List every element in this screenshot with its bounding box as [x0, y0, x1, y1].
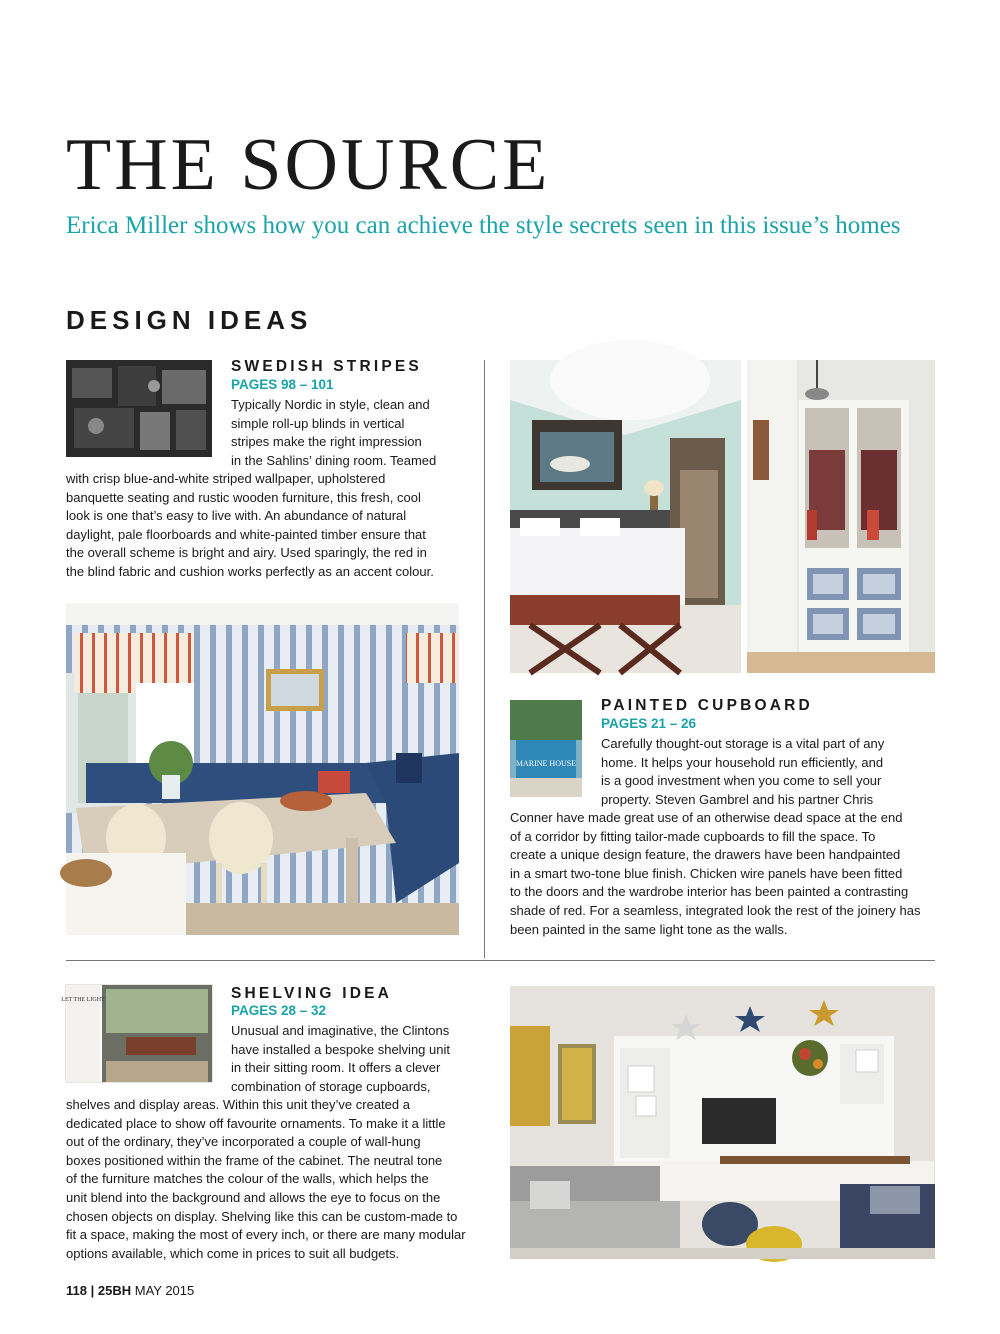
shelving-thumbnail-image: [61, 985, 212, 1082]
cupboard-photo: [747, 360, 935, 673]
cupboard-body-top: [601, 735, 884, 809]
living-room-photo: [510, 986, 935, 1259]
page-title: THE SOURCE: [66, 124, 551, 206]
text-line: is a good investment when you come to sell your: [601, 773, 882, 789]
shelving-body-bottom: [66, 1096, 466, 1263]
text-line: have installed a bespoke shelving unit: [231, 1041, 450, 1057]
text-line: been painted in the same light tone as the walls.: [510, 921, 788, 937]
swedish-title: SWEDISH STRIPES: [231, 358, 422, 375]
row-divider: [66, 960, 935, 961]
section-heading: DESIGN IDEAS: [66, 305, 313, 335]
text-line: dedicated place to show off favourite ornaments. To make it a little: [66, 1115, 446, 1131]
text-line: the blind fabric and cushion works perfectly as an accent colour.: [66, 563, 434, 579]
text-line: shelves and display areas. Within this unit they’ve created a: [66, 1097, 410, 1112]
text-line: the overall scheme is bright and airy. Used sparingly, the red in: [66, 545, 427, 561]
magazine-name: 25BH: [97, 1283, 132, 1298]
text-line: look is one that’s easy to live with. An abundance of natural: [66, 508, 407, 524]
text-line: with crisp blue-and-white striped wallpaper, upholstered: [66, 471, 386, 486]
text-line: shade of red. For a seamless, integrated look the rest of the joinery has: [510, 902, 921, 918]
text-line: daylight, pale floorboards and white-painted timber ensure that: [66, 526, 426, 542]
page-number: 118: [66, 1283, 87, 1298]
text-line: Conner have made great use of an otherwise dead space at the end: [510, 810, 903, 825]
text-line: in their sitting room. It offers a clever: [231, 1060, 441, 1076]
cupboard-book-thumbnail: [510, 700, 582, 797]
text-line: home. It helps your household run efficiently, and: [601, 754, 884, 770]
text-line: Unusual and imaginative, the Clintons: [231, 1023, 450, 1038]
text-line: property. Steven Gambrel and his partner Chris: [601, 791, 874, 807]
swedish-pages: PAGES 98 – 101: [231, 377, 334, 392]
swedish-body-top: [231, 396, 436, 470]
cupboard-title: PAINTED CUPBOARD: [601, 697, 813, 714]
text-line: stripes make the right impression: [231, 434, 422, 450]
text-line: Typically Nordic in style, clean and: [231, 397, 430, 412]
text-line: simple roll-up blinds in vertical: [231, 415, 405, 431]
text-line: of the furniture matches the colour of the walls, which helps the: [66, 1171, 429, 1187]
cupboard-pages: PAGES 21 – 26: [601, 716, 697, 731]
text-line: fit a space, making the most of every inch, or there are many modular: [66, 1227, 466, 1243]
column-divider: [484, 360, 485, 958]
text-line: Carefully thought-out storage is a vital part of any: [601, 736, 885, 751]
page-footer: 118 | 25BH MAY 2015: [66, 1283, 195, 1298]
cupboard-body-bottom: [510, 809, 920, 939]
shelving-pages: PAGES 28 – 32: [231, 1003, 327, 1018]
text-line: in the Sahlins’ dining room. Teamed: [231, 452, 437, 468]
text-line: of a corridor by fitting tailor-made cupboards to fill the space. To: [510, 828, 876, 844]
shelving-body-top: [231, 1022, 450, 1096]
text-line: out of the ordinary, they’ve incorporated a couple of wall-hung: [66, 1134, 421, 1150]
text-line: combination of storage cupboards,: [231, 1078, 431, 1094]
dining-room-photo: [66, 603, 459, 935]
text-line: in a smart two-tone blue finish. Chicken wire panels have been fitted: [510, 865, 903, 881]
thumb-headline: LET THE LIGHT: [61, 997, 105, 1003]
text-line: boxes positioned within the frame of the cabinet. The neutral tone: [66, 1152, 443, 1168]
text-line: create a unique design feature, the drawers have been handpainted: [510, 847, 901, 863]
text-line: options available, which come in prices to suit all budgets.: [66, 1245, 400, 1261]
page-subtitle: Erica Miller shows how you can achieve the style secrets seen in this issue’s homes: [66, 212, 901, 239]
book-cover-title: MARINE HOUSE: [515, 759, 577, 768]
text-line: chosen objects on display. Shelving like this can be custom-made to: [66, 1208, 458, 1224]
swedish-body-bottom: [66, 470, 434, 582]
swedish-thumbnail-image: [66, 360, 212, 457]
bedroom-photo: [510, 360, 741, 673]
text-line: unit blend into the background and allows the eye to focus on the: [66, 1189, 441, 1205]
shelving-title: SHELVING IDEA: [231, 985, 393, 1002]
text-line: to the doors and the wardrobe interior has been painted a contrasting: [510, 884, 909, 900]
text-line: banquette seating and rustic wooden furniture, this fresh, cool: [66, 489, 421, 505]
issue-date: MAY 2015: [134, 1283, 195, 1298]
